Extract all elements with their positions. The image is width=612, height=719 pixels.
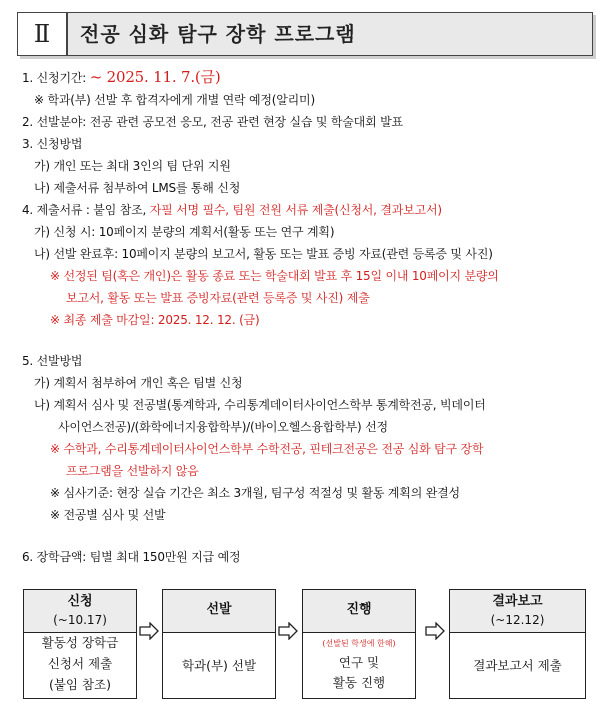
method-a: 가) 개인 또는 최대 3인의 팀 단위 지원 xyxy=(34,159,231,173)
section-title-bar xyxy=(17,12,593,56)
select-a: 가) 계획서 첨부하여 개인 혹은 팀별 신청 xyxy=(34,376,243,390)
flow-step-title: 진행 xyxy=(346,602,372,617)
flow-body-line: 연구 및 xyxy=(338,655,380,670)
period-line xyxy=(22,67,220,88)
docs-line xyxy=(22,202,442,218)
flow-arrow-icon xyxy=(278,622,298,640)
flow-body-line: 활동 진행 xyxy=(332,675,386,690)
docs-note-2: ※ 최종 제출 마감일: 2025. 12. 12. (금) xyxy=(50,313,260,327)
flow-step-header xyxy=(450,590,585,633)
flow-step-report xyxy=(449,589,586,699)
select-b1: 나) 계획서 심사 및 전공별(통계학과, 수리통계데이터사이언스학부 통계학전공, 빅데이터 xyxy=(34,398,486,412)
flow-step-header xyxy=(303,590,415,633)
flow-body-line: 신청서 제출 xyxy=(47,656,113,671)
select-note-2: ※ 심사기준: 현장 실습 기간은 최소 3개월, 팀구성 적절성 및 활동 계획의 완결성 xyxy=(50,486,460,500)
flow-step-title: 신청 xyxy=(67,594,93,609)
period-label: 1. 신청기간: xyxy=(22,71,90,85)
flow-body-line: (붙임 참조) xyxy=(48,677,112,692)
docs-label: 4. 제출서류 : 붙임 참조, xyxy=(22,203,150,217)
flow-step-body xyxy=(303,633,415,698)
flow-step-title: 결과보고 xyxy=(492,594,543,609)
section-number: Ⅱ xyxy=(18,13,68,55)
flow-step-progress xyxy=(302,589,416,699)
docs-note-1a: ※ 선정된 팀(혹은 개인)은 활동 종료 또는 학술대회 발표 후 15일 이내 10페이지 분량의 xyxy=(50,269,499,283)
field-line: 2. 선발분야: 전공 관련 공모전 응모, 전공 관련 현장 실습 및 학술대회 발표 xyxy=(22,115,403,129)
docs-a: 가) 신청 시: 10페이지 분량의 계획서(활동 또는 연구 계획) xyxy=(34,225,335,239)
select-note-1b: 프로그램을 선발하지 않음 xyxy=(66,464,199,478)
select-note-3: ※ 전공별 심사 및 선발 xyxy=(50,508,166,522)
flow-step-header xyxy=(24,590,136,633)
flow-step-note: (선발된 학생에 한해) xyxy=(322,639,396,648)
docs-note-1b: 보고서, 활동 또는 발표 증빙자료(관련 등록증 및 사진) 제출 xyxy=(66,291,370,305)
flow-body-line: 결과보고서 제출 xyxy=(473,658,562,673)
period-note: ※ 학과(부) 선발 후 합격자에게 개별 연락 예정(알리미) xyxy=(34,93,315,107)
flow-step-apply xyxy=(23,589,137,699)
section-title: 전공 심화 탐구 장학 프로그램 xyxy=(80,22,356,46)
period-value: ~ 2025. 11. 7.(금) xyxy=(89,68,221,86)
method-b: 나) 제출서류 첨부하여 LMS를 통해 신청 xyxy=(34,181,241,195)
flow-step-header xyxy=(163,590,275,633)
select-b2: 사이언스전공)/(화학에너지융합학부)/(바이오헬스융합학부) 선정 xyxy=(58,420,388,434)
amount-line: 6. 장학금액: 팀별 최대 150만원 지급 예정 xyxy=(22,550,241,564)
flow-step-body xyxy=(24,632,136,697)
flow-arrow-icon xyxy=(425,622,445,640)
flow-step-title: 선발 xyxy=(206,602,232,617)
flow-step-body xyxy=(450,633,585,698)
flow-arrow-icon xyxy=(139,622,159,640)
flow-step-select xyxy=(162,589,276,699)
flow-body-line: 학과(부) 선발 xyxy=(181,658,257,673)
flow-step-date: (~12.12) xyxy=(490,613,545,627)
flow-body-line: 활동성 장학금 xyxy=(41,635,119,650)
docs-b: 나) 선발 완료후: 10페이지 분량의 보고서, 활동 또는 발표 증빙 자료(관련 등록증 및 사진) xyxy=(34,247,493,261)
flow-step-body xyxy=(163,633,275,698)
method-title: 3. 신청방법 xyxy=(22,137,83,151)
docs-required: 자필 서명 필수, 팀원 전원 서류 제출(신청서, 결과보고서) xyxy=(149,203,442,217)
flow-step-date: (~10.17) xyxy=(53,613,107,627)
select-title: 5. 선발방법 xyxy=(22,354,83,368)
select-note-1a: ※ 수학과, 수리통계데이터사이언스학부 수학전공, 핀테크전공은 전공 심화 탐구 장학 xyxy=(50,442,484,456)
